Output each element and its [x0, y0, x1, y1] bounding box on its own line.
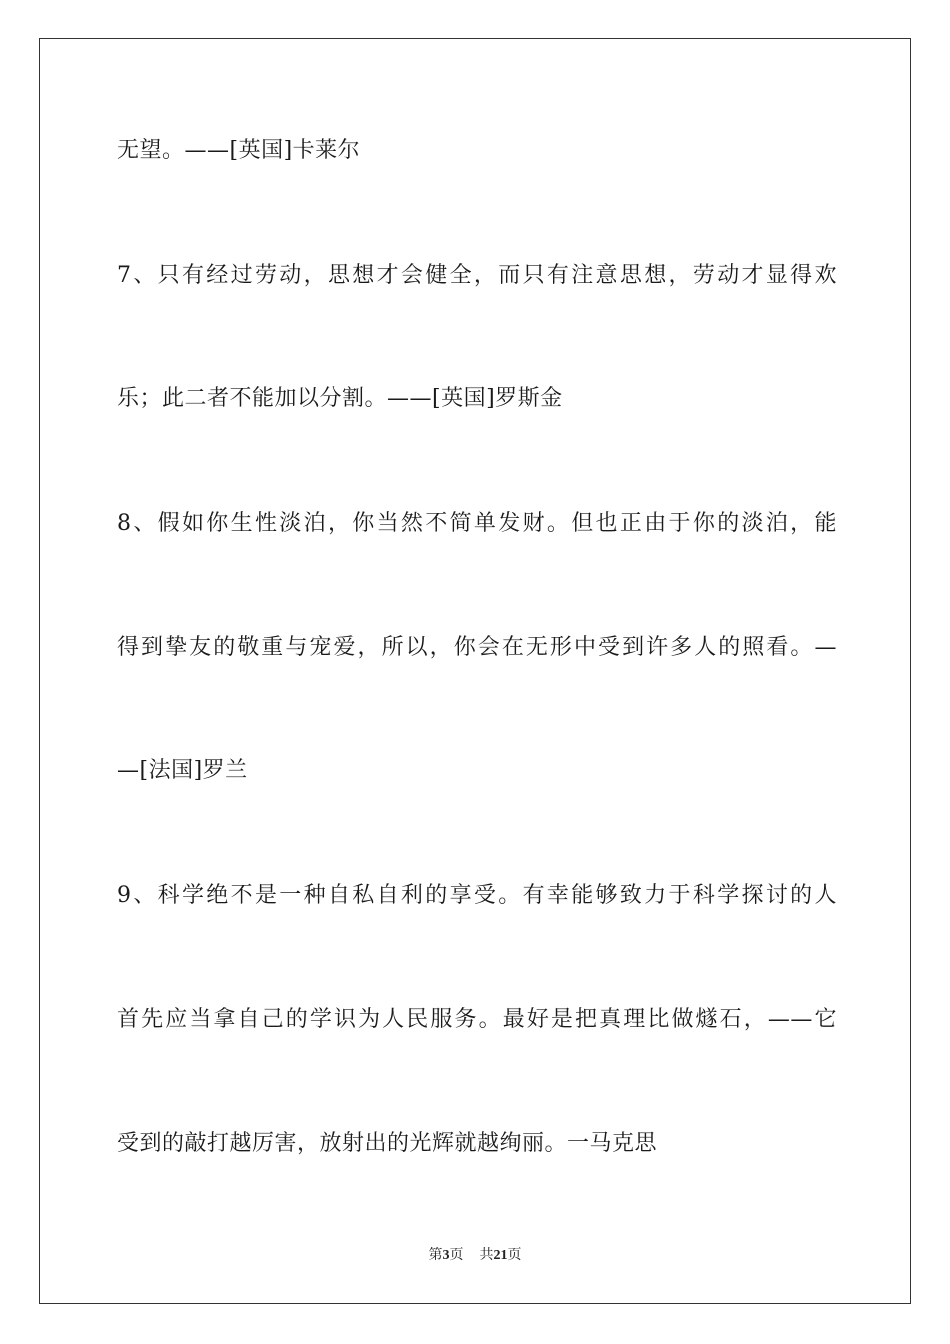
- text-line: 无望。——[英国]卡莱尔: [117, 138, 361, 163]
- text-line: 9、科学绝不是一种自私自利的享受。有幸能够致力于科学探讨的人: [117, 883, 837, 908]
- text-line: 7、只有经过劳动，思想才会健全，而只有注意思想，劳动才显得欢: [117, 263, 837, 288]
- page-footer: [0, 1245, 950, 1266]
- text-line: 受到的敲打越厉害，放射出的光辉就越绚丽。一马克思: [117, 1131, 658, 1156]
- text-line: 乐；此二者不能加以分割。——[英国]罗斯金: [117, 386, 563, 411]
- total-suffix: 页: [507, 1247, 522, 1263]
- page-prefix: 第: [428, 1247, 443, 1263]
- text-line: 首先应当拿自己的学识为人民服务。最好是把真理比做燧石，——它: [117, 1007, 837, 1032]
- text-line: 得到挚友的敬重与宠爱，所以，你会在无形中受到许多人的照看。—: [117, 635, 837, 660]
- total-prefix: 共: [479, 1247, 494, 1263]
- page-number: 3: [442, 1248, 450, 1263]
- text-line: 8、假如你生性淡泊，你当然不简单发财。但也正由于你的淡泊，能: [117, 511, 837, 536]
- page-suffix: 页: [449, 1247, 464, 1263]
- page-border: [39, 38, 911, 1304]
- text-line: —[法国]罗兰: [117, 758, 248, 783]
- total-pages: 21: [493, 1248, 508, 1263]
